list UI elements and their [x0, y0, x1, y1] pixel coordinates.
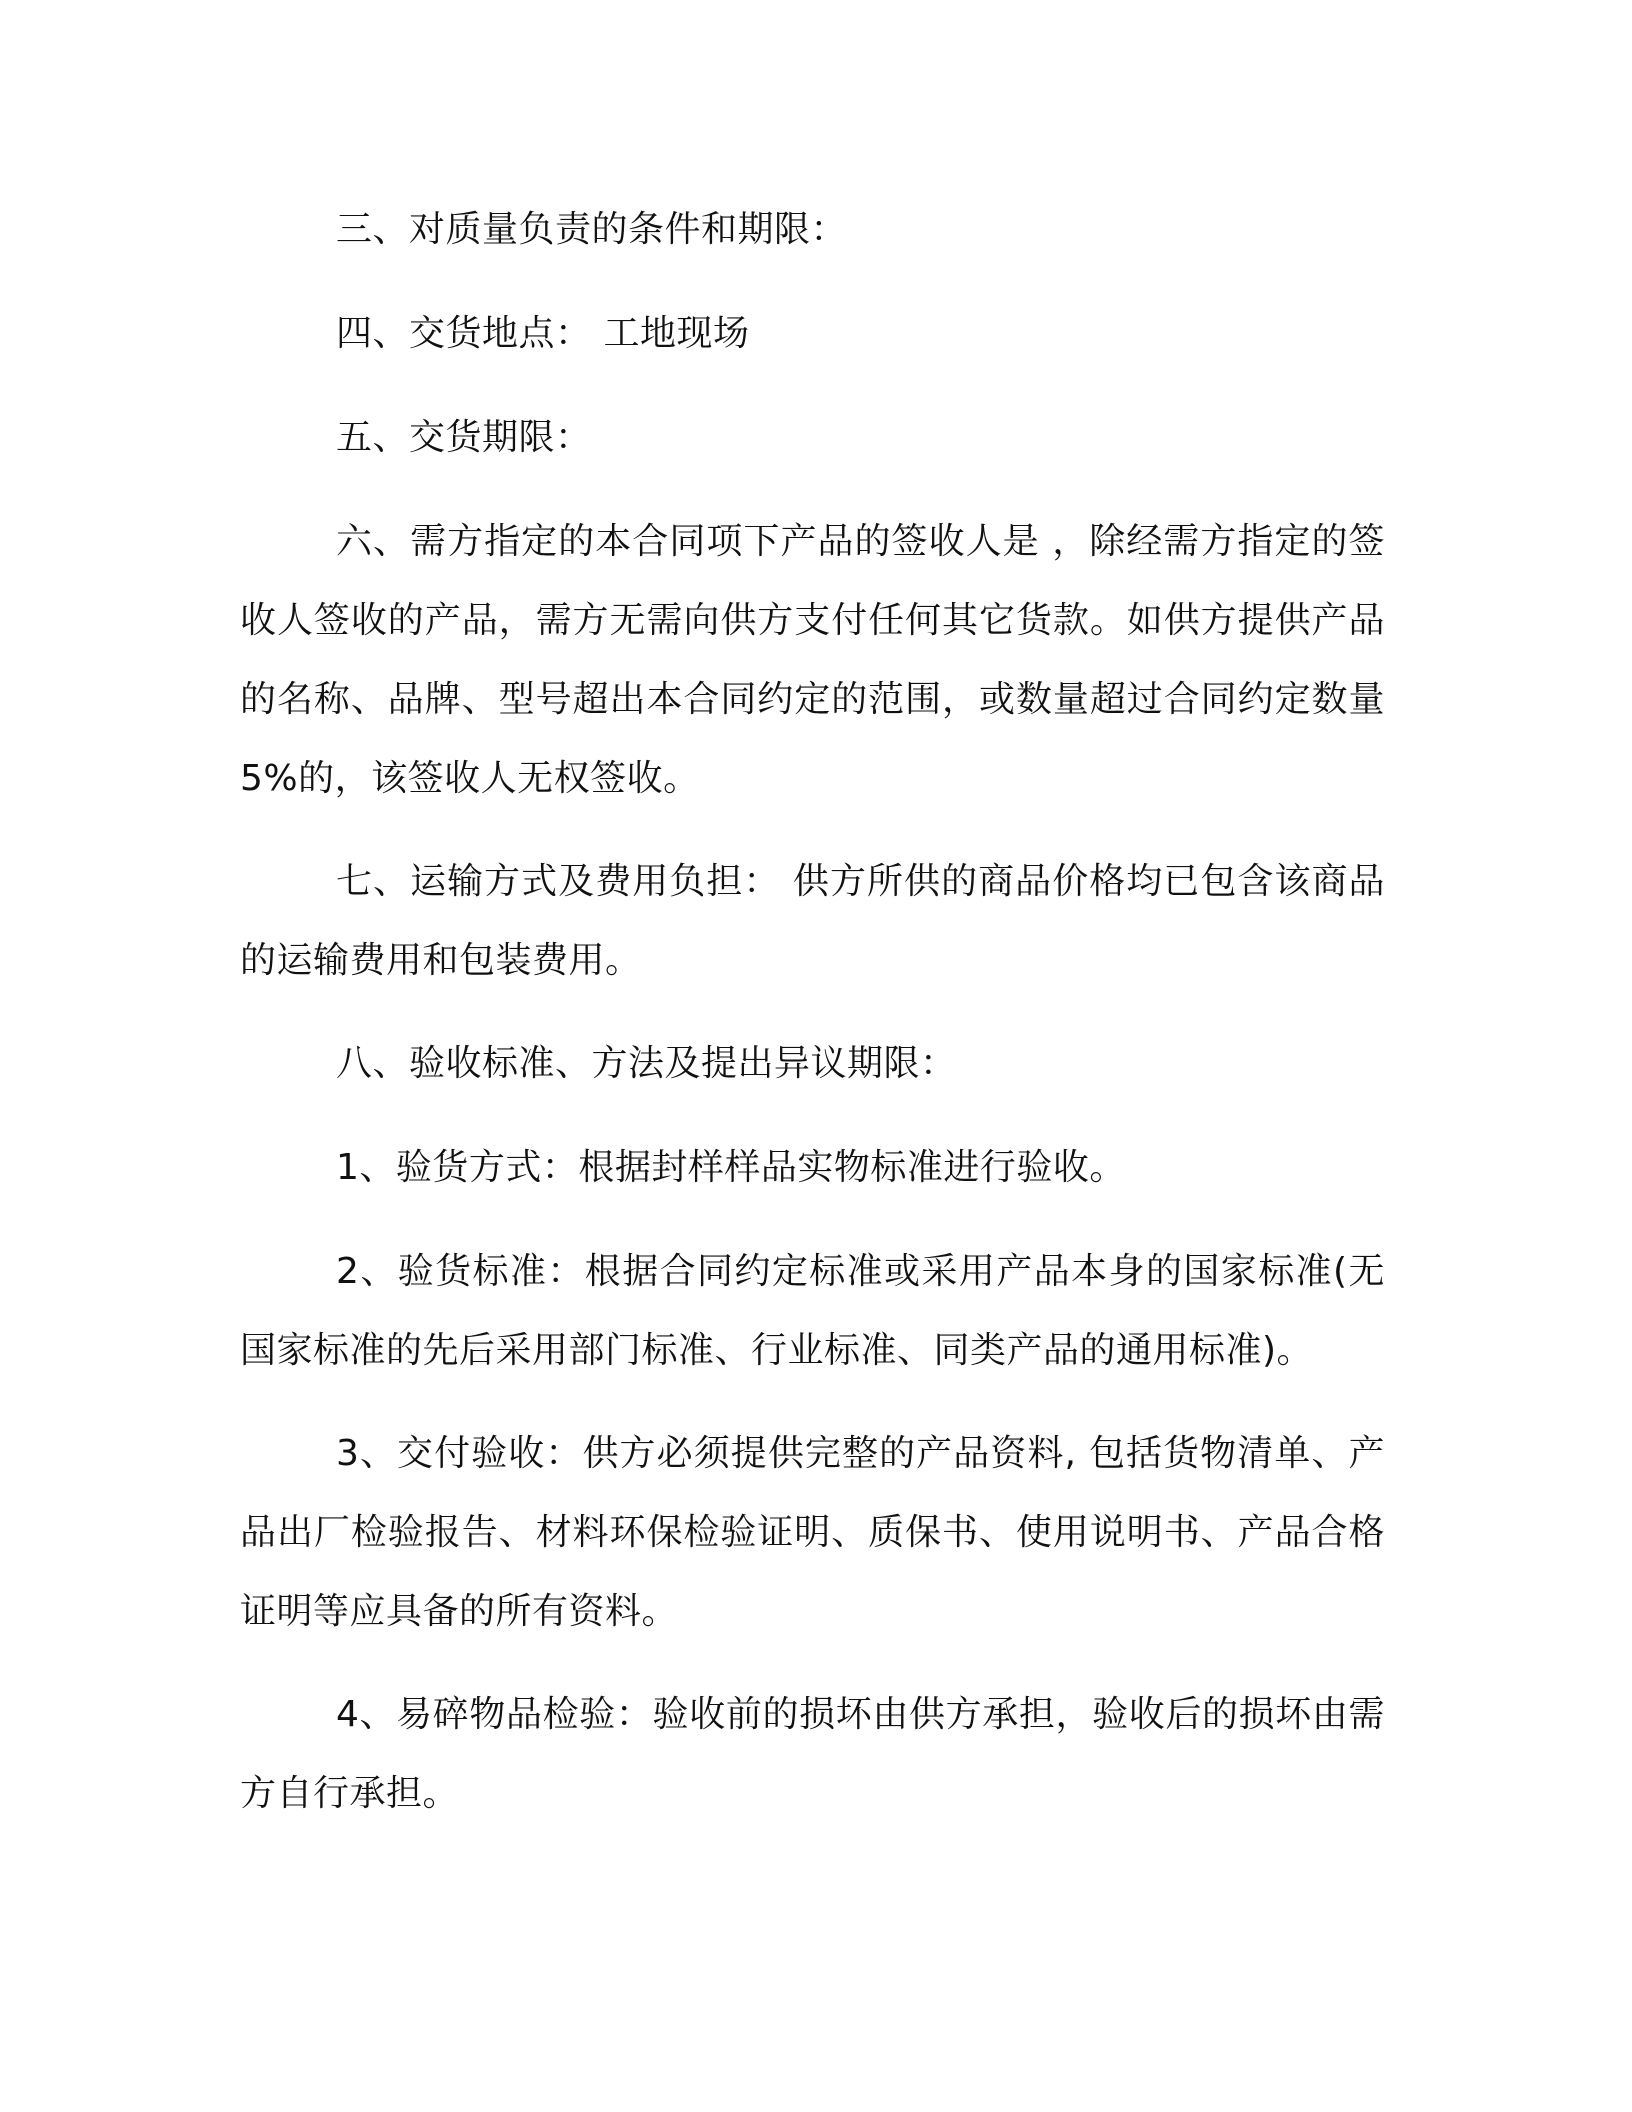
acceptance-item-2-standard: 2、验货标准：根据合同约定标准或采用产品本身的国家标准(无国家标准的先后采用部门标准、行业标准、同类产品的通用标准)。 [240, 1251, 1385, 1371]
acceptance-item-4-fragile-items: 4、易碎物品检验：验收前的损坏由供方承担，验收后的损坏由需方自行承担。 [240, 1694, 1385, 1814]
clause-7-transport-costs: 七、运输方式及费用负担： 供方所供的商品价格均已包含该商品的运输费用和包装费用。 [240, 861, 1385, 981]
acceptance-item-3-delivery-documents: 3、交付验收：供方必须提供完整的产品资料, 包括货物清单、产品出厂检验报告、材料环保检验证明、质保书、使用说明书、产品合格证明等应具备的所有资料。 [240, 1433, 1385, 1632]
acceptance-item-1-method: 1、验货方式：根据封样样品实物标准进行验收。 [336, 1147, 1126, 1188]
clause-5-delivery-period: 五、交货期限： [336, 417, 592, 458]
clause-6-signatory: 六、需方指定的本合同项下产品的签收人是 ，除经需方指定的签收人签收的产品，需方无需向供方支付任何其它货款。如供方提供产品的名称、品牌、型号超出本合同约定的范围，或数量超过合同约定数量 5%的，该签收人无权签收。 [240, 521, 1385, 799]
clause-8-acceptance-heading: 八、验收标准、方法及提出异议期限： [336, 1043, 957, 1084]
document-page [240, 190, 1385, 1857]
clause-4-delivery-location: 四、交货地点： 工地现场 [336, 313, 750, 354]
clause-3-quality-terms: 三、对质量负责的条件和期限： [336, 209, 848, 250]
